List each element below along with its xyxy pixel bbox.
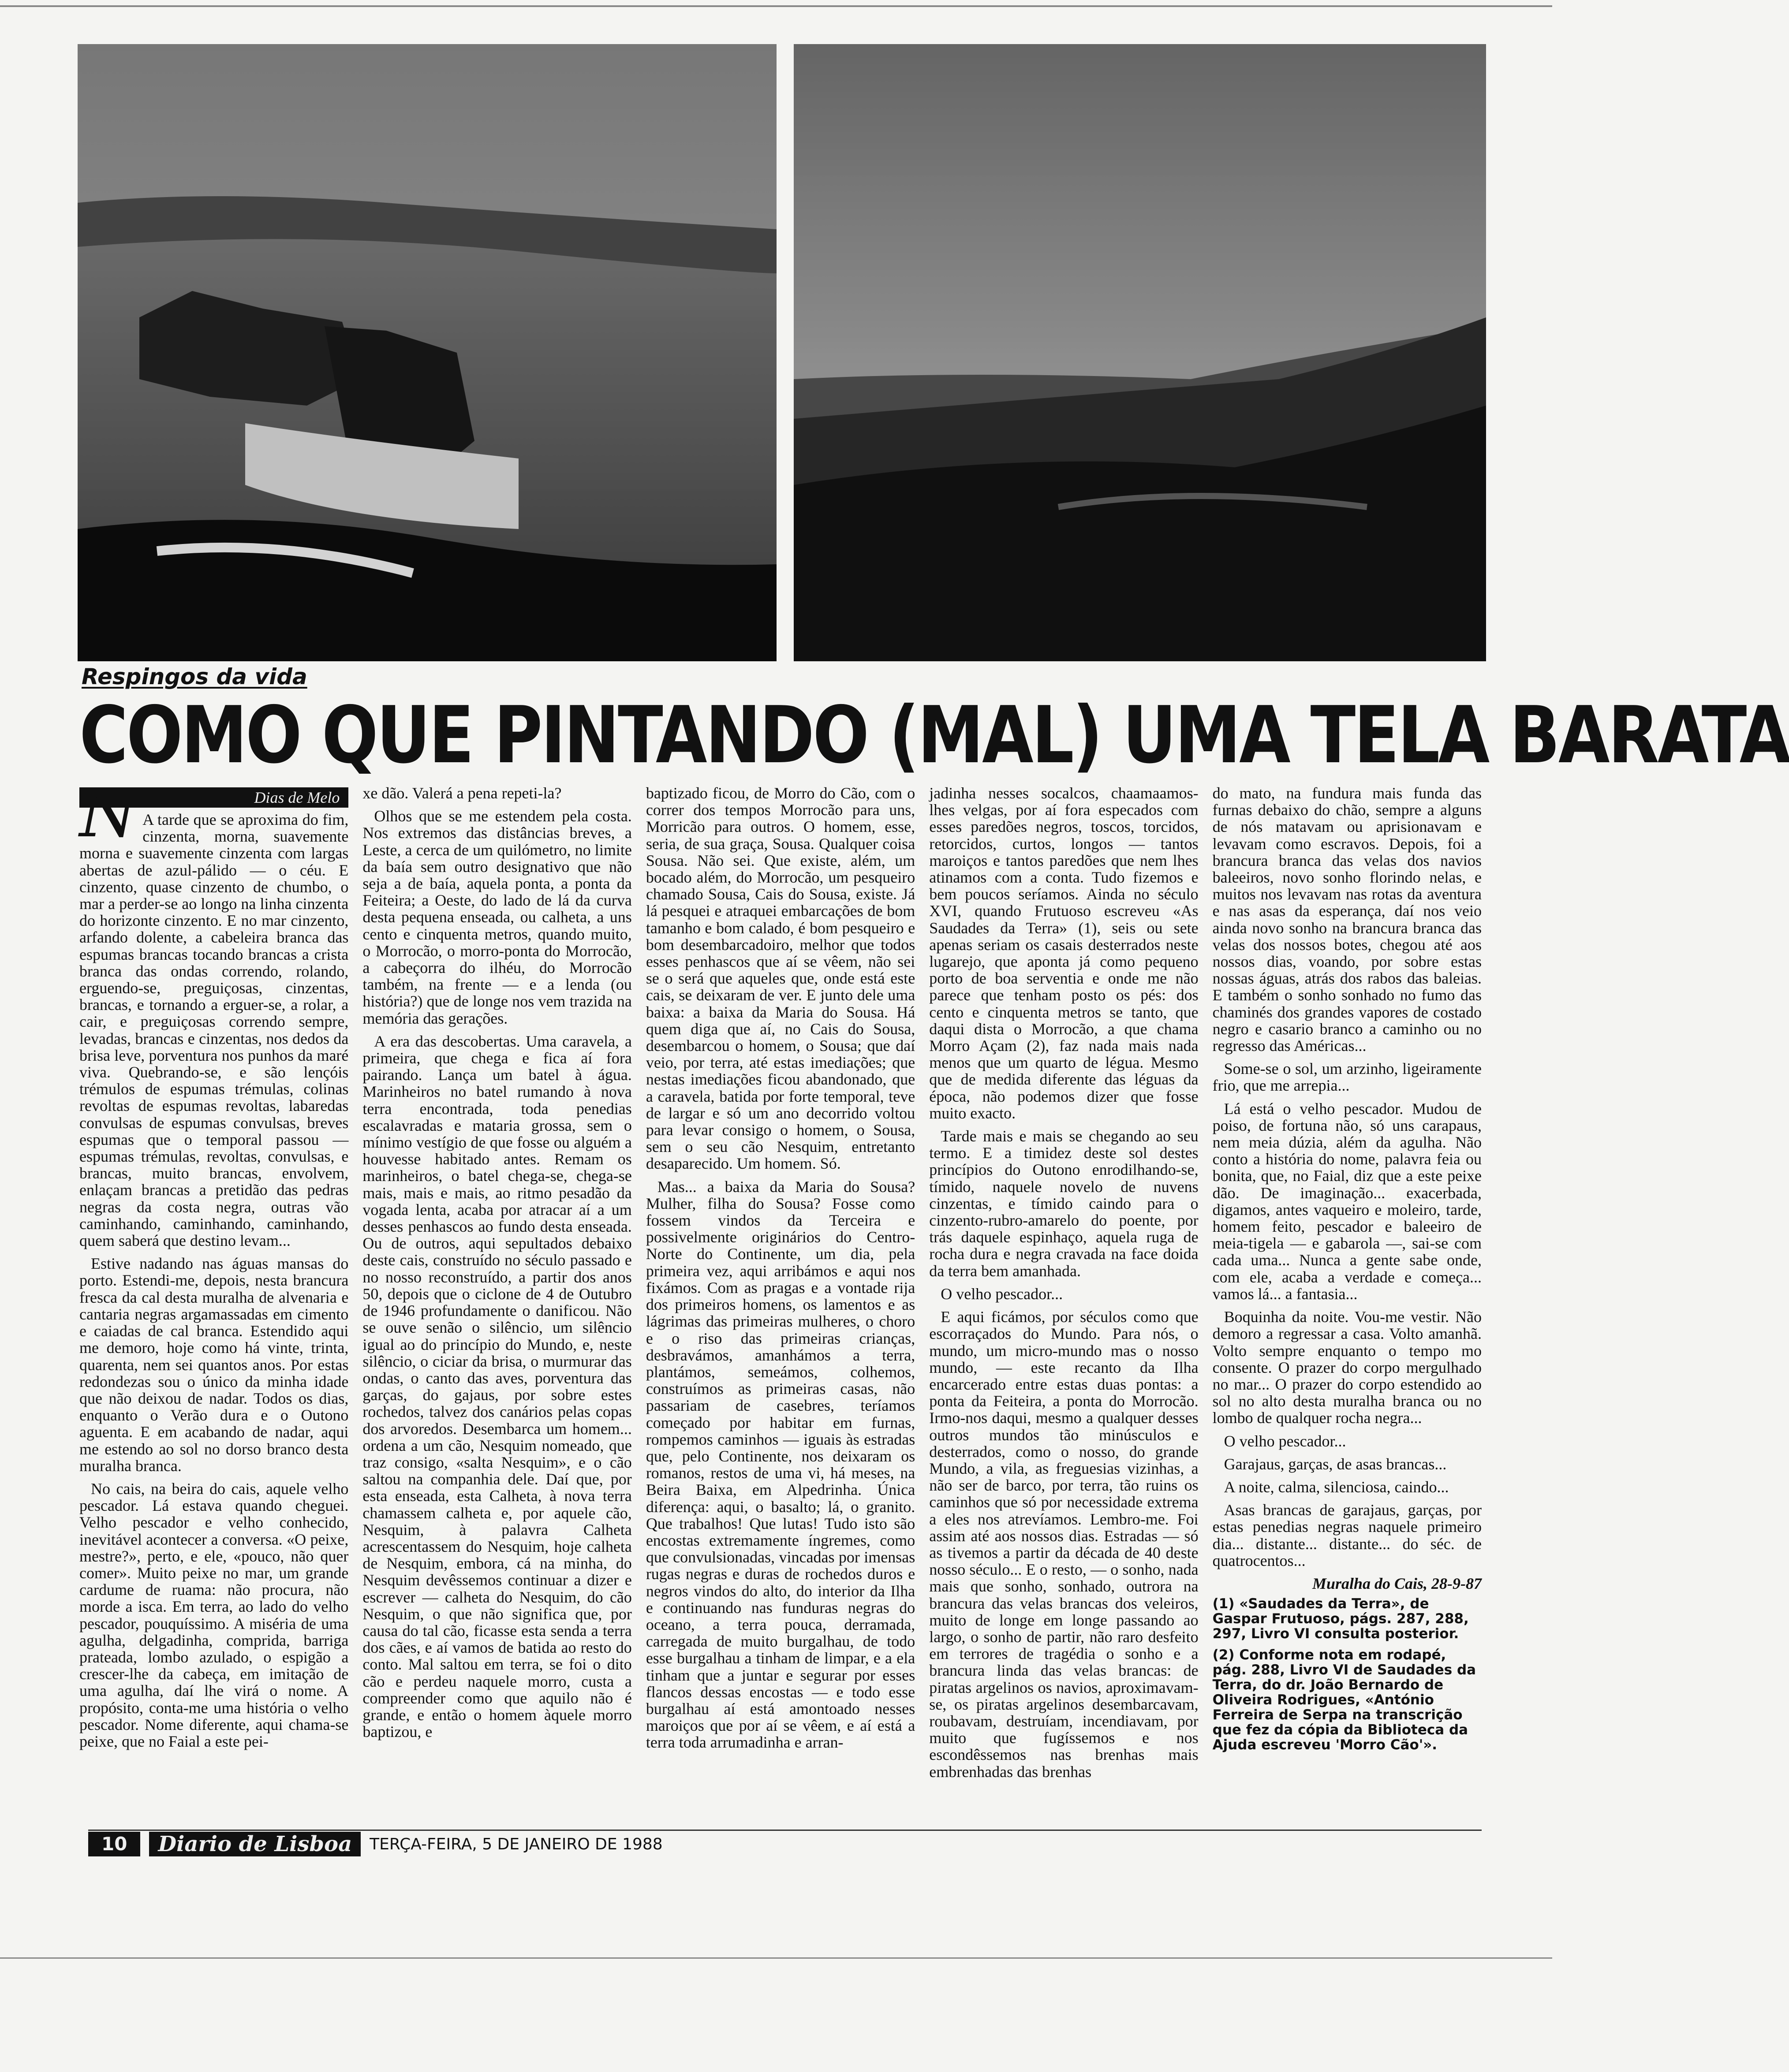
paragraph: Estive nadando nas águas mansas do porto. Estendi-me, depois, nesta brancura fresca da cal desta muralha de alvenaria e cantaria negras argamassadas em cimento e caiadas de cal branca. Estendido aqui me demoro, hoje como há vinte, trinta, quarenta, nem sei quantos anos. Por estas redondezas sou o único da minha idade que não deixou de nadar. Todos os dias, enquanto o Verão dura e o Outono aguenta. E em acabando de nadar, aqui me estendo ao sol no dorso branco desta muralha branca. bbox=[79, 1255, 349, 1475]
bottom-rule bbox=[0, 1957, 1552, 1959]
paragraph: Tarde mais e mais se chegando ao seu termo. E a timidez deste sol destes princípios do Outono enrodilhando-se, tímido, naquele novelo de nuvens cinzentas, e tímido caindo para o cinzento-rubro-amarelo do poente, por trás daquele espinhaço, aquela ruga de rocha dura e negra cravada na face doida da terra bem amanhada. bbox=[929, 1127, 1199, 1280]
article-body bbox=[79, 775, 1482, 1821]
page-number: 10 bbox=[88, 1832, 140, 1856]
paragraph: Olhos que se me estendem pela costa. Nos extremos das distâncias breves, a Leste, a cerca de um quilómetro, no limite da baía sem outro designativo que não seja a de baía, aquela ponta, a ponta da Feiteira; a Oeste, do lado de lá da curva desta pequena enseada, ou calheta, a uns cento e cinquenta metros, quando muito, o Morrocão, o morro-ponta do Morrocão, a cabeçorra do ilhéu, do Morrocão também, na frente — e a lenda (ou história?) que de longe nos vem trazida na memória das gerações. bbox=[362, 807, 632, 1027]
paragraph: Asas brancas de garajaus, garças, por estas penedias negras naquele primeiro dia... distante... distante... do séc. de quatrocentos... bbox=[1212, 1501, 1482, 1569]
column-2 bbox=[362, 785, 631, 1821]
page-footer bbox=[88, 1830, 1482, 1857]
column-3 bbox=[646, 785, 915, 1821]
footnotes bbox=[1213, 1596, 1482, 1752]
masthead-logo: Diario de Lisboa bbox=[149, 1832, 361, 1856]
paragraph: A tarde que se aproxima do fim, cinzenta, morna, suavemente morna e suavemente cinzenta com largas abertas de azul-pálido — o céu. E cinzento, quase cinzento de chumbo, o mar a perder-se ao longo na linha cinzenta do horizonte cinzento. E no mar cinzento, arfando dolente, a cabeleira branca das espumas brancas tocando brancas a crista branca das ondas correndo, rolando, erguendo-se, preguiçosas, cinzentas, brancas, e tornando a erguer-se, a rolar, a cair, e preguiçosas correndo sempre, levadas, brancas e cinzentas, nos dedos da brisa leve, porventura nos punhos da maré viva. Quebrando-se, e são lençóis trémulos de espumas trémulas, colinas revoltas de espumas revoltas, labaredas convulsas de espumas convulsas, breves espumas que o temporal passou — espumas trémulas, revoltas, convulsas, e brancas, muito brancas, envolvem, enlaçam brancas a pretidão das pedras negras da costa negra, outras vão caminhando, caminhando, caminhando, quem saberá que destino levam... bbox=[79, 811, 349, 1250]
column-4 bbox=[929, 785, 1198, 1821]
dropcap-block bbox=[79, 775, 348, 852]
column-1 bbox=[79, 775, 349, 1821]
paragraph: jadinha nesses socalcos, chaamaamos-lhes velgas, por aí fora especados com esses paredões negros, toscos, torcidos, retorcidos, curtos, longos — tantos maroiços e tantos paredões que nem lhes atinamos com a conta. Tudo fizemos e bem poucos seríamos. Ainda no século XVI, quando Frutuoso escreveu «As Saudades da Terra» (1), seis ou sete apenas seriam os casais desterrados neste lugarejo, que aponta já como pequeno porto de boa serventia e onde me não parece que tenham posto os pés: dos cento e cinquenta metros se tanto, que daqui dista o Morrocão, a que chama Morro Açam (2), faz nada mais nada menos que um quarto de légua. Mesmo que de medida diferente das léguas da época, não podemos dizer que fosse muito exacto. bbox=[929, 784, 1199, 1122]
column-5 bbox=[1213, 785, 1482, 1821]
coast-photo-right bbox=[794, 44, 1486, 661]
signature: Muralha do Cais, 28-9-87 bbox=[1312, 1574, 1482, 1592]
coast-photo-left bbox=[78, 44, 777, 661]
paragraph: Lá está o velho pescador. Mudou de poiso, de fortuna não, só uns carapaus, nem meia dúzia, além da agulha. Não conto a história do nome, palavra feia ou bonita, que, no Faial, diz que a este peixe dão. De imaginação... exacerbada, digamos, antes vaqueiro e moleiro, tarde, homem feito, pescador e baleeiro de meia-tigela — e gabarola —, sai-se com cada uma... Nunca a gente sabe onde, com ele, acaba a verdade e começa... vamos lá... a fantasia... bbox=[1212, 1099, 1482, 1303]
paragraph: Mas... a baixa da Maria do Sousa? Mulher, filha do Sousa? Fosse como fossem vindos da Terceira e possivelmente originários do Centro-Norte do Continente, um dia, pela primeira vez, aqui arribámos e aqui nos fixámos. Com as pragas e a vontade rija dos primeiros homens, os lamentos e as lágrimas das primeiras mulheres, o choro e o riso das primeiras crianças, desbravámos, amanhámos a terra, plantámos, semeámos, colhemos, construímos as primeiras casas, não passariam de casebres, teríamos começado por habitar em furnas, rompemos caminhos — iguais às estradas que, pelo Continente, nos deixaram os romanos, restos de uma vi, há meses, na Beira Baixa, em Alpedrinha. Única diferença: aqui, o basalto; lá, o granito. Que trabalhos! Que lutas! Tudo isto são encostas extremamente íngremes, como que convulsionadas, vincadas por imensas rugas negras e duras de rochedos duros e negros vindos do alto, do interior da Ilha e continuando nas funduras negras do oceano, a terra pouca, derramada, carregada de muito burgalhau, de todo esse burgalhau a tinham de limpar, e a ela tinham que a juntar e segurar por esses flancos dessas encostas — e todo esse burgalhau aí está amontoado nesses maroiços que por aí se vêem, e aí está a terra toda arrumadinha e arran- bbox=[646, 1178, 915, 1752]
issue-date: TERÇA-FEIRA, 5 DE JANEIRO DE 1988 bbox=[370, 1835, 663, 1853]
byline: Dias de Melo bbox=[79, 787, 348, 808]
paragraph: xe dão. Valerá a pena repeti-la? bbox=[362, 784, 562, 802]
paragraph: A noite, calma, silenciosa, caindo... bbox=[1224, 1478, 1449, 1496]
article-headline: COMO QUE PINTANDO (MAL) UMA TELA BARATA bbox=[79, 689, 1789, 781]
footnote: (1) «Saudades da Terra», de Gaspar Frutuoso, págs. 287, 288, 297, Livro VI consulta posterior. bbox=[1212, 1596, 1469, 1642]
dropcap: N bbox=[79, 775, 138, 852]
paragraph: A era das descobertas. Uma caravela, a primeira, que chega e fica aí fora pairando. Lança um batel à água. Marinheiros no batel rumando à nova terra encontrada, toda penedias escalavradas e mataria grossa, sem o mínimo vestígio de que fosse ou alguém a houvesse habitado antes. Remam os marinheiros, o batel chega-se, chega-se mais, mais e mais, ao ritmo pesadão da vogada lenta, acaba por atracar aí a um desses penhascos ao fundo desta enseada. Ou de outros, aqui sepultados debaixo deste cais, construído no século passado e no nosso reconstruído, a partir dos anos 50, depois que o ciclone de 4 de Outubro de 1946 profundamente o danificou. Não se ouve senão o silêncio, um silêncio igual ao do princípio do Mundo, e, neste silêncio, o ciciar da brisa, o murmurar das ondas, o canto das aves, porventura das garças, do gajaus, por sobre estes rochedos, talvez dos canários pelas copas dos arvoredos. Desembarca um homem... ordena a um cão, Nesquim nomeado, que traz consigo, «salta Nesquim», e o cão saltou na companhia dele. Daí que, por esta enseada, esta Calheta, à nova terra chamassem calheta e, por aquele cão, Nesquim, à palavra Calheta acrescentassem do Nesquim, hoje calheta de Nesquim, embora, cá na minha, do Nesquim devêssemos continuar a dizer e escrever — calheta do Nesquim, do cão Nesquim, o que não significa que, por causa do tal cão, ficasse esta senda a terra dos cães, e aí vamos de batida ao resto do conto. Mal saltou em terra, se foi o dito cão e perdeu naquele morro, custa a compreender como que aquilo não é grande, e então o homem àquele morro baptizou, e bbox=[362, 1032, 632, 1741]
paragraph: O velho pescador... bbox=[941, 1285, 1063, 1303]
section-kicker: Respingos da vida bbox=[82, 664, 307, 689]
top-rule bbox=[0, 5, 1552, 7]
paragraph: Garajaus, garças, de asas brancas... bbox=[1224, 1455, 1447, 1473]
paragraph: Some-se o sol, um arzinho, ligeiramente frio, que me arrepia... bbox=[1212, 1060, 1482, 1095]
footnote: (2) Conforme nota em rodapé, pág. 288, Livro VI de Saudades da Terra, do dr. João Bernardo de Oliveira Rodrigues, «António Ferreira de Serpa na transcrição que fez da cópia da Biblioteca da Ajuda escreveu 'Morro Cão'». bbox=[1212, 1647, 1476, 1753]
paragraph: E aqui ficámos, por séculos como que escorraçados do Mundo. Para nós, o mundo, um micro-mundo mas o nosso mundo, — este recanto da Ilha encarcerado entre estas duas pontas: a ponta da Feiteira, a ponta do Morrocão. Irmo-nos daqui, mesmo a qualquer desses outros mundos tão minúsculos e desterrados, como o nosso, do grande Mundo, a vila, as freguesias vizinhas, a não ser de barco, por terra, tão ruins os caminhos que só por necessidade extrema a eles nos atrevíamos. Lembro-me. Foi assim até aos nossos dias. Estradas — só as tivemos a partir da década de 40 deste nosso século... E o resto, — o sonho, nada mais que sonho, sonhado, outrora na brancura das velas brancas dos veleiros, muito de longe em longe passando ao largo, o sonho de partir, não raro desfeito em terrores de tragédia o sonho e a brancura linda das velas brancas: de piratas argelinos os navios, aproximavam-se, os piratas argelinos desembarcavam, roubavam, destruíam, incendiavam, por muito que fugíssemos e nos escondêssemos nas brenhas mais embrenhadas das brenhas bbox=[929, 1308, 1199, 1781]
paragraph: No cais, na beira do cais, aquele velho pescador. Lá estava quando cheguei. Velho pescador e velho conhecido, inevitável acontecer a conversa. «O peixe, mestre?», perto, e ele, «pouco, não quer comer». Muito peixe no mar, um grande cardume de ruama: não procura, não morde a isca. Em terra, ao lado do velho pescador, pouquíssimo. A miséria de uma agulha, delgadinha, comprida, barriga prateada, lombo azulado, o espigão a crescer-lhe da cabeça, em imitação de uma agulha, daí lhe virá o nome. A propósito, conta-me uma história o velho pescador. Nome diferente, aqui chama-se peixe, que no Faial a este pei- bbox=[79, 1479, 349, 1750]
paragraph: Boquinha da noite. Vou-me vestir. Não demoro a regressar a casa. Volto amanhã. Volto sempre enquanto o tempo mo consente. O prazer do corpo mergulhado no mar... O prazer do corpo estendido ao sol no alto desta muralha branca ou no lombo de qualquer rocha negra... bbox=[1212, 1308, 1482, 1427]
paragraph: O velho pescador... bbox=[1224, 1432, 1346, 1450]
paragraph: baptizado ficou, de Morro do Cão, com o correr dos tempos Morrocão para uns, Morricão para outros. O homem, esse, seria, de sua graça, Sousa. Qualquer coisa Sousa. Não sei. Que existe, além, um bocado além, do Morrocão, um pesqueiro chamado Sousa, Cais do Sousa, existe. Já lá pesquei e atraquei embarcações de bom tamanho e bom calado, é bom pesqueiro e bom desembarcadoiro, melhor que todos esses penhascos que aí se vêem, não sei se o será que aqueles que, onde está este cais, se deixaram de ver. E junto dele uma baixa: a baixa da Maria do Sousa. Há quem diga que aí, no Cais do Sousa, desembarcou o homem, o Sousa; que daí veio, por terra, até estas imediações; que nestas imediações ficou abandonado, que a caravela, batida por forte temporal, teve de largar e só um ano decorrido voltou para levar consigo o homem, o Sousa, sem o seu cão Nesquim, entretanto desaparecido. Um homem. Só. bbox=[646, 784, 915, 1173]
paragraph: do mato, na fundura mais funda das furnas debaixo do chão, sempre a alguns de nós matavam ou aprisionavam e levavam como escravos. Depois, foi a brancura branca das velas dos navios baleeiros, novo sonho florindo nelas, e muitos nos levavam nas rotas da aventura e nas asas da esperança, daí nos veio ainda novo sonho na brancura branca das velas dos nossos botes, chegou até aos nossos dias, voando, por sobre estas nossas águas, atrás dos rabos das baleias. E também o sonho sonhado no fumo das chaminés dos grandes vapores de costado negro e casario branco a caminho ou no regresso das Américas... bbox=[1212, 784, 1482, 1055]
